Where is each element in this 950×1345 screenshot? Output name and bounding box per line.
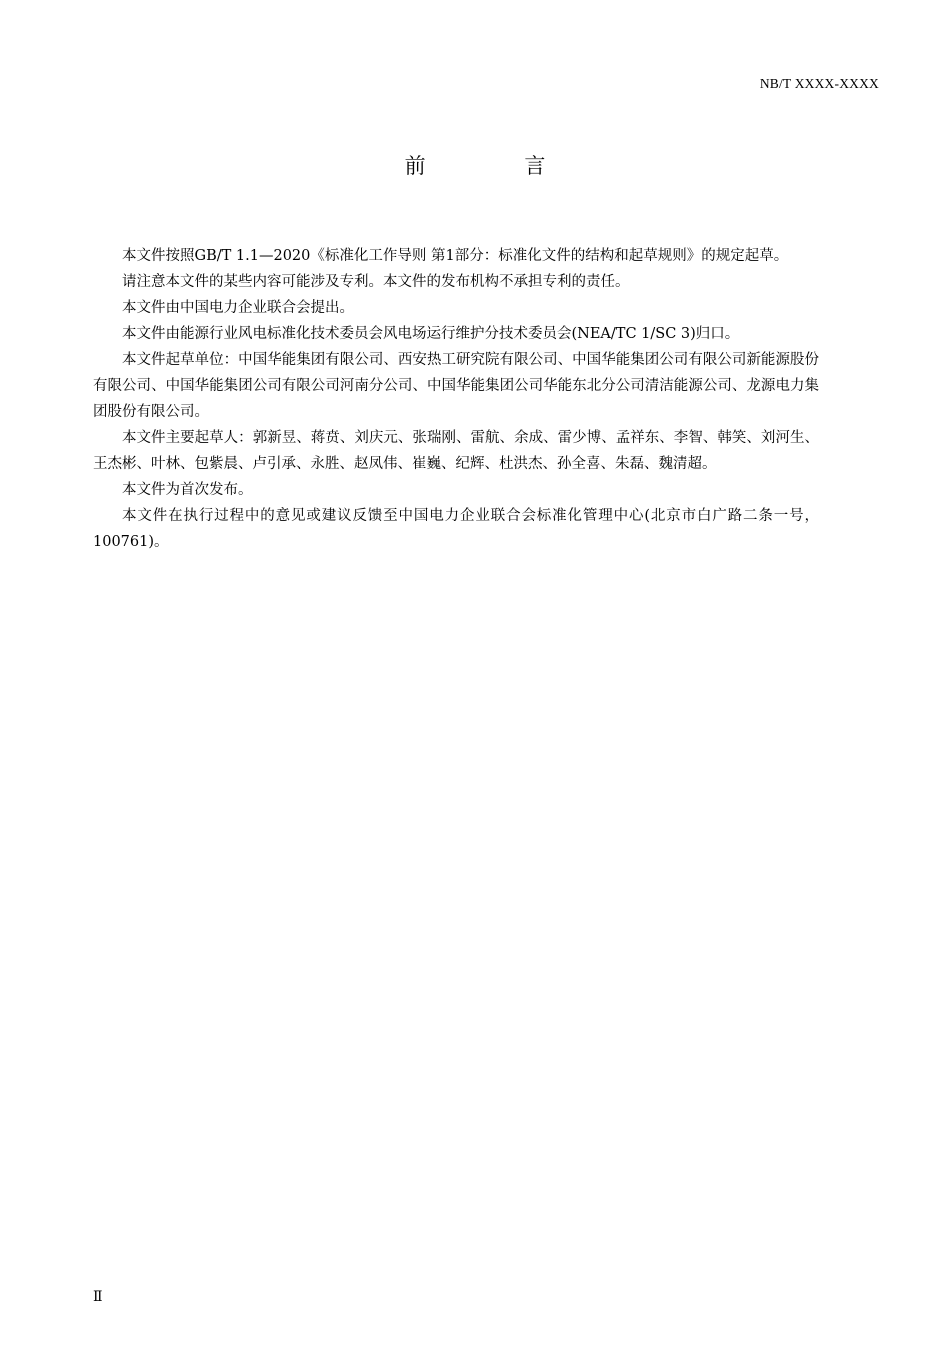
foreword-body [93,243,819,555]
paragraph-drafting-rules: 本文件按照GB/T 1.1—2020《标准化工作导则 第1部分：标准化文件的结构和起草规则》的规定起草。 [122,248,789,264]
standard-code: NB/T XXXX-XXXX [759,76,879,91]
paragraph-patent-notice: 请注意本文件的某些内容可能涉及专利。本文件的发布机构不承担专利的责任。 [122,274,630,290]
page-number: Ⅱ [93,1290,103,1305]
paragraph-first-release: 本文件为首次发布。 [122,482,253,498]
page-title: 前 言 [404,154,592,178]
paragraph-centralized-management: 本文件由能源行业风电标准化技术委员会风电场运行维护分技术委员会(NEA/TC 1/SC 3)归口。 [122,326,740,342]
paragraph-feedback: 本文件在执行过程中的意见或建议反馈至中国电力企业联合会标准化管理中心(北京市白广路二条一号，100761)。 [93,508,819,550]
paragraph-drafters: 本文件主要起草人：郭新昱、蒋贲、刘庆元、张瑞刚、雷航、余成、雷少博、孟祥东、李智、韩笑、刘河生、王杰彬、叶林、包紫晨、卢引承、永胜、赵凤伟、崔巍、纪辉、杜洪杰、孙全喜、朱磊、魏清超。 [93,430,819,472]
paragraph-proposer: 本文件由中国电力企业联合会提出。 [122,300,354,316]
paragraph-drafting-organizations: 本文件起草单位：中国华能集团有限公司、西安热工研究院有限公司、中国华能集团公司有限公司新能源股份有限公司、中国华能集团公司有限公司河南分公司、中国华能集团公司华能东北分公司清洁能源公司、龙源电力集团股份有限公司。 [93,352,819,420]
